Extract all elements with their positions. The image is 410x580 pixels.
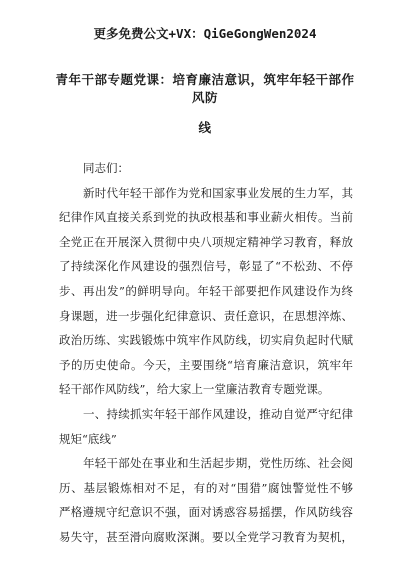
promo-banner: 更多免费公文+VX：QiGeGongWen2024 <box>93 26 317 41</box>
body-line: 年轻干部处在事业和生活起步期，党性历练、社会阅 <box>83 456 353 471</box>
salutation: 同志们： <box>83 161 129 175</box>
section-heading-cont: 规矩“底线” <box>59 431 117 446</box>
body-line: 全党正在开展深入贯彻中央八项规定精神学习教育，释放 <box>59 234 353 249</box>
body-line: 易失守，甚至滑向腐败深渊。要以全党学习教育为契机， <box>59 529 353 544</box>
body-line: 身课题，进一步强化纪律意识、责任意识，在思想淬炼、 <box>59 308 353 323</box>
body-line: 纪律作风直接关系到党的执政根基和事业薪火相传。当前 <box>59 210 353 225</box>
body-line: 予的历史使命。今天，主要围绕“培育廉洁意识，筑牢年 <box>59 357 353 372</box>
body-line: 步、再出发”的鲜明导向。年轻干部要把作风建设作为终 <box>59 283 353 298</box>
body-line: 轻干部作风防线”，给大家上一堂廉洁教育专题党课。 <box>59 382 330 397</box>
document-title-line-2: 线 <box>198 120 212 135</box>
body-line: 新时代年轻干部作为党和国家事业发展的生力军，其 <box>83 185 353 200</box>
section-heading: 一、持续抓实年轻干部作风建设，推动自觉严守纪律 <box>83 406 353 421</box>
body-line: 严格遵规守纪意识不强，面对诱惑容易摇摆，作风防线容 <box>59 505 353 520</box>
document-title-line-1: 青年干部专题党课：培育廉洁意识，筑牢年轻干部作风防 <box>55 72 355 105</box>
document-body <box>59 156 353 550</box>
body-line: 政治历练、实践锻炼中筑牢作风防线，切实肩负起时代赋 <box>59 333 353 348</box>
body-line: 历、基层锻炼相对不足，有的对“围猎”腐蚀警觉性不够 <box>59 480 353 495</box>
body-line: 了持续深化作风建设的强烈信号，彰显了“不松劲、不停 <box>59 259 353 274</box>
